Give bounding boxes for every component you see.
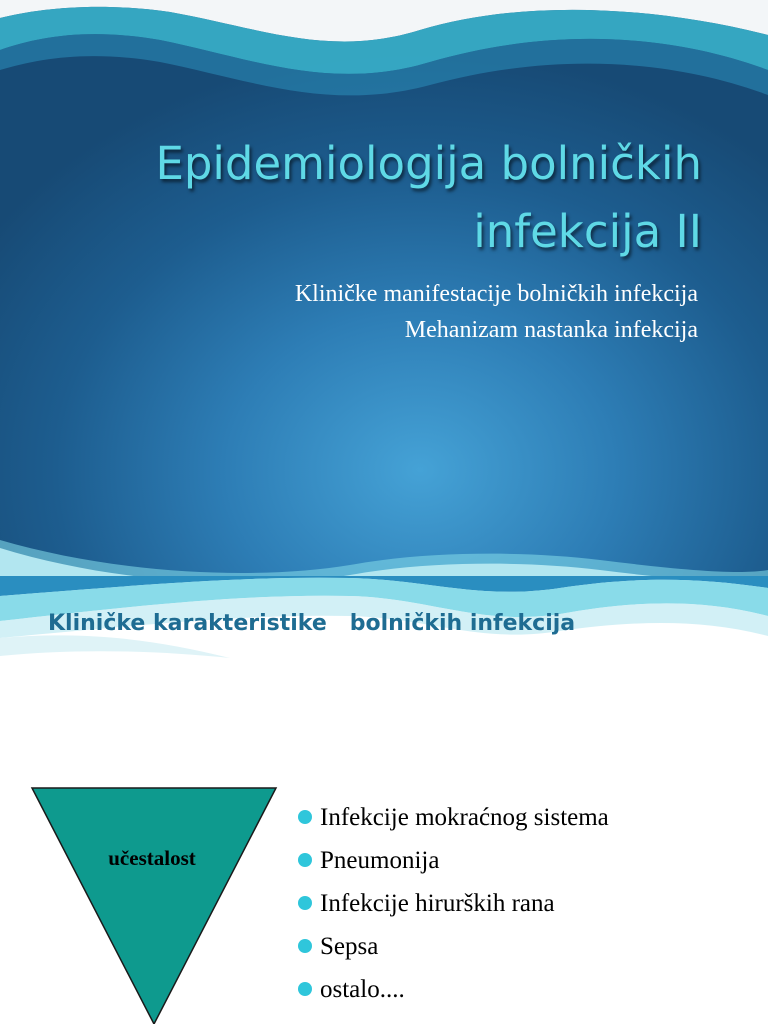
bullet-dot-icon [298,896,312,910]
list-item: Sepsa [298,925,609,968]
bullet-dot-icon [298,810,312,824]
frequency-triangle [30,786,278,1024]
list-item: Infekcije mokraćnog sistema [298,796,609,839]
slide-title [40,130,702,266]
bullet-dot-icon [298,853,312,867]
subtitle-line-2: Mehanizam nastanka infekcija [404,317,698,343]
slide2-title: Kliničke karakteristike bolničkih infekcija [48,611,576,636]
slide-subtitle [295,276,698,348]
subtitle-line-1: Kliničke manifestacije bolničkih infekcija [294,281,698,307]
slide-title-line-1: Epidemiologija bolničkih [155,137,702,190]
bullet-dot-icon [298,939,312,953]
infection-list [298,796,609,1011]
triangle-label: učestalost [108,846,196,870]
slide-title-line-2: infekcija II [473,205,702,258]
list-item: Infekcije hirurških rana [298,882,609,925]
bullet-dot-icon [298,982,312,996]
list-item: Pneumonija [298,839,609,882]
list-item: ostalo.... [298,968,609,1011]
content-slide [0,576,768,1024]
slide2-wave-decoration [0,576,768,696]
